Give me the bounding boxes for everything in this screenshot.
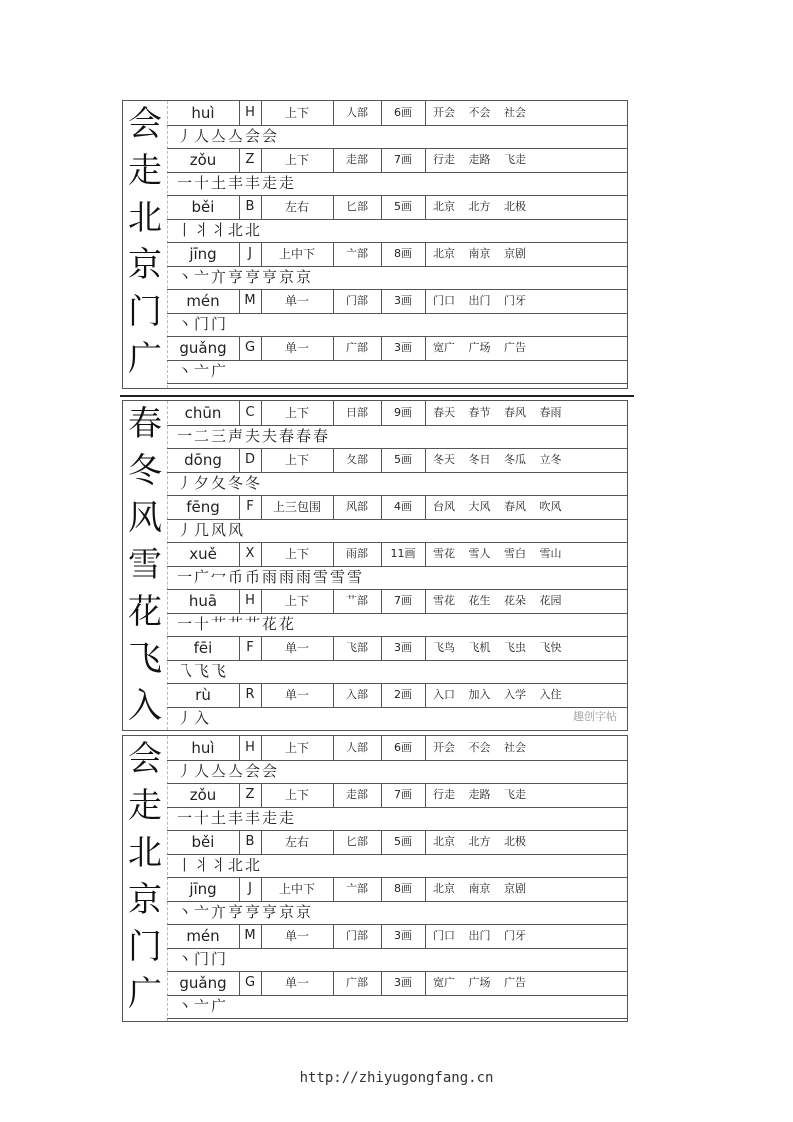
structure-cell: 上中下: [261, 877, 334, 901]
stroke-order-row: [167, 219, 627, 243]
pinyin-cell: huā: [167, 589, 240, 613]
example-words-cell: 行走 走路 飞走: [433, 153, 526, 166]
radical-cell: 艹部: [333, 589, 382, 613]
character-entry: [167, 830, 627, 877]
stroke-count-cell: 6画: [381, 736, 426, 760]
stroke-count-cell: 2画: [381, 683, 426, 707]
radical-cell: 广部: [333, 336, 382, 360]
stroke-order-row: [167, 707, 627, 731]
info-row: [167, 336, 627, 361]
character-entry: [167, 736, 627, 783]
stroke-order-sequence: 丶门门: [177, 315, 229, 333]
stroke-order-sequence: 丿入: [177, 709, 212, 727]
structure-cell: 单一: [261, 683, 334, 707]
character-entry: [167, 495, 627, 542]
stroke-order-sequence: 一十土丰丰走走: [177, 174, 297, 192]
stroke-order-row: [167, 125, 627, 149]
character-entry: [167, 289, 627, 336]
structure-cell: 左右: [261, 830, 334, 854]
character-entry: [167, 542, 627, 589]
structure-cell: 上中下: [261, 242, 334, 266]
stroke-order-sequence: 丿人亼亼会会: [177, 127, 280, 145]
stroke-order-sequence: 丿夕夂冬冬: [177, 474, 263, 492]
stroke-order-row: [167, 519, 627, 543]
pinyin-cell: zǒu: [167, 148, 240, 172]
character-entry: [167, 971, 627, 1018]
character-block-3: [122, 735, 628, 1022]
stroke-order-row: [167, 660, 627, 684]
stroke-order-sequence: 丿人亼亼会会: [177, 762, 280, 780]
stroke-order-row: [167, 360, 627, 384]
structure-cell: 单一: [261, 636, 334, 660]
structure-cell: 单一: [261, 924, 334, 948]
stroke-count-cell: 7画: [381, 148, 426, 172]
stroke-order-sequence: 丿几风风: [177, 521, 246, 539]
example-words-cell: 北京 南京 京剧: [433, 882, 526, 895]
stroke-count-cell: 3画: [381, 289, 426, 313]
info-row: [167, 783, 627, 808]
pinyin-cell: mén: [167, 289, 240, 313]
stroke-order-row: [167, 854, 627, 878]
big-character: 京: [128, 245, 162, 285]
structure-cell: 上下: [261, 542, 334, 566]
info-row: [167, 195, 627, 220]
info-row: [167, 971, 627, 996]
stroke-order-sequence: 丨丬丬北北: [177, 221, 263, 239]
pinyin-cell: mén: [167, 924, 240, 948]
character-block-1: [122, 100, 628, 389]
big-character: 雪: [128, 545, 162, 585]
big-character-column: [123, 736, 168, 1021]
initial-letter-cell: B: [239, 195, 262, 219]
radical-cell: 广部: [333, 971, 382, 995]
stroke-count-cell: 8画: [381, 877, 426, 901]
stroke-count-cell: 8画: [381, 242, 426, 266]
stroke-order-sequence: 一十艹艹艹花花: [177, 615, 297, 633]
stroke-order-row: [167, 901, 627, 925]
pinyin-cell: rù: [167, 683, 240, 707]
initial-letter-cell: F: [239, 636, 262, 660]
big-character: 花: [128, 592, 162, 632]
character-entry: [167, 242, 627, 289]
radical-cell: 日部: [333, 401, 382, 425]
stroke-order-row: [167, 760, 627, 784]
initial-letter-cell: J: [239, 877, 262, 901]
stroke-count-cell: 4画: [381, 495, 426, 519]
stroke-count-cell: 7画: [381, 589, 426, 613]
big-character: 入: [128, 686, 162, 726]
stroke-count-cell: 11画: [381, 542, 426, 566]
big-character: 门: [128, 292, 162, 332]
stroke-count-cell: 3画: [381, 924, 426, 948]
big-character: 门: [128, 927, 162, 967]
structure-cell: 上下: [261, 589, 334, 613]
character-entry: [167, 877, 627, 924]
info-row: [167, 736, 627, 761]
example-words-cell: 北京 北方 北极: [433, 835, 526, 848]
stroke-order-row: [167, 995, 627, 1019]
pinyin-cell: jīng: [167, 877, 240, 901]
stroke-order-row: [167, 613, 627, 637]
character-entry: [167, 448, 627, 495]
pinyin-cell: zǒu: [167, 783, 240, 807]
character-entry: [167, 336, 627, 383]
character-entry: [167, 148, 627, 195]
radical-cell: 亠部: [333, 242, 382, 266]
big-character-column: [123, 101, 168, 388]
stroke-count-cell: 7画: [381, 783, 426, 807]
example-words-cell: 雪花 雪人 雪白 雪山: [433, 547, 562, 560]
info-row: [167, 101, 627, 126]
big-character: 走: [128, 786, 162, 826]
stroke-order-sequence: 丨丬丬北北: [177, 856, 263, 874]
example-words-cell: 开会 不会 社会: [433, 741, 526, 754]
big-character: 北: [128, 833, 162, 873]
example-words-cell: 宽广 广场 广告: [433, 976, 526, 989]
initial-letter-cell: H: [239, 736, 262, 760]
stroke-order-row: [167, 313, 627, 337]
big-character: 风: [128, 498, 162, 538]
info-row: [167, 495, 627, 520]
stroke-order-sequence: 一十土丰丰走走: [177, 809, 297, 827]
stroke-order-row: [167, 472, 627, 496]
structure-cell: 上下: [261, 148, 334, 172]
radical-cell: 亠部: [333, 877, 382, 901]
example-words-cell: 冬天 冬日 冬瓜 立冬: [433, 453, 562, 466]
big-character: 飞: [128, 639, 162, 679]
radical-cell: 走部: [333, 148, 382, 172]
radical-cell: 门部: [333, 289, 382, 313]
initial-letter-cell: H: [239, 101, 262, 125]
stroke-count-cell: 3画: [381, 971, 426, 995]
example-words-cell: 入口 加入 入学 入住: [433, 688, 562, 701]
pinyin-cell: běi: [167, 830, 240, 854]
initial-letter-cell: M: [239, 289, 262, 313]
stroke-order-row: [167, 266, 627, 290]
pinyin-cell: fēng: [167, 495, 240, 519]
pinyin-cell: dōng: [167, 448, 240, 472]
initial-letter-cell: G: [239, 336, 262, 360]
stroke-count-cell: 5画: [381, 830, 426, 854]
stroke-order-row: [167, 425, 627, 449]
example-words-cell: 台风 大风 春风 吹风: [433, 500, 562, 513]
example-words-cell: 开会 不会 社会: [433, 106, 526, 119]
initial-letter-cell: M: [239, 924, 262, 948]
big-character: 北: [128, 198, 162, 238]
big-character: 广: [128, 339, 162, 379]
initial-letter-cell: Z: [239, 783, 262, 807]
stroke-count-cell: 9画: [381, 401, 426, 425]
example-words-cell: 北京 南京 京剧: [433, 247, 526, 260]
structure-cell: 单一: [261, 971, 334, 995]
example-words-cell: 春天 春节 春风 春雨: [433, 406, 562, 419]
radical-cell: 走部: [333, 783, 382, 807]
initial-letter-cell: H: [239, 589, 262, 613]
radical-cell: 人部: [333, 736, 382, 760]
structure-cell: 左右: [261, 195, 334, 219]
info-row: [167, 148, 627, 173]
big-character: 会: [128, 739, 162, 779]
example-words-cell: 宽广 广场 广告: [433, 341, 526, 354]
stroke-count-cell: 3画: [381, 636, 426, 660]
structure-cell: 上下: [261, 783, 334, 807]
structure-cell: 上下: [261, 401, 334, 425]
footer-url[interactable]: http://zhiyugongfang.cn: [299, 1070, 494, 1086]
character-entry: [167, 636, 627, 683]
initial-letter-cell: F: [239, 495, 262, 519]
stroke-order-row: [167, 172, 627, 196]
character-entry: [167, 924, 627, 971]
info-row: [167, 448, 627, 473]
big-character: 会: [128, 104, 162, 144]
character-entry: [167, 401, 627, 448]
big-character-column: [123, 401, 168, 730]
pinyin-cell: huì: [167, 736, 240, 760]
initial-letter-cell: D: [239, 448, 262, 472]
structure-cell: 上三包围: [261, 495, 334, 519]
stroke-order-sequence: 丶门门: [177, 950, 229, 968]
radical-cell: 雨部: [333, 542, 382, 566]
stroke-order-sequence: 丶亠广: [177, 997, 229, 1015]
info-row: [167, 401, 627, 426]
stroke-count-cell: 5画: [381, 448, 426, 472]
radical-cell: 飞部: [333, 636, 382, 660]
info-row: [167, 542, 627, 567]
info-row: [167, 924, 627, 949]
example-words-cell: 北京 北方 北极: [433, 200, 526, 213]
radical-cell: 匕部: [333, 830, 382, 854]
pinyin-cell: guǎng: [167, 971, 240, 995]
stroke-order-row: [167, 566, 627, 590]
initial-letter-cell: R: [239, 683, 262, 707]
big-character: 京: [128, 880, 162, 920]
initial-letter-cell: J: [239, 242, 262, 266]
structure-cell: 上下: [261, 448, 334, 472]
block-separator: [120, 395, 634, 397]
pinyin-cell: xuě: [167, 542, 240, 566]
big-character: 广: [128, 974, 162, 1014]
initial-letter-cell: X: [239, 542, 262, 566]
stroke-count-cell: 5画: [381, 195, 426, 219]
info-row: [167, 289, 627, 314]
stroke-order-row: [167, 807, 627, 831]
stroke-order-sequence: 丶亠广: [177, 362, 229, 380]
character-entry: [167, 683, 627, 730]
big-character: 走: [128, 151, 162, 191]
info-row: [167, 636, 627, 661]
info-row: [167, 877, 627, 902]
example-words-cell: 门口 出门 门牙: [433, 294, 526, 307]
character-entry: [167, 101, 627, 148]
character-entry: [167, 783, 627, 830]
big-character: 春: [128, 404, 162, 444]
stroke-order-sequence: 一广冖币币雨雨雨雪雪雪: [177, 568, 365, 586]
structure-cell: 上下: [261, 101, 334, 125]
stroke-order-sequence: 一二三声夫夫春春春: [177, 427, 331, 445]
pinyin-cell: chūn: [167, 401, 240, 425]
example-words-cell: 飞鸟 飞机 飞虫 飞快: [433, 641, 562, 654]
stroke-order-sequence: 丶亠亣亨亨亨京京: [177, 903, 314, 921]
radical-cell: 风部: [333, 495, 382, 519]
initial-letter-cell: G: [239, 971, 262, 995]
pinyin-cell: jīng: [167, 242, 240, 266]
radical-cell: 门部: [333, 924, 382, 948]
example-words-cell: 行走 走路 飞走: [433, 788, 526, 801]
structure-cell: 上下: [261, 736, 334, 760]
radical-cell: 入部: [333, 683, 382, 707]
initial-letter-cell: C: [239, 401, 262, 425]
structure-cell: 单一: [261, 289, 334, 313]
radical-cell: 夂部: [333, 448, 382, 472]
radical-cell: 人部: [333, 101, 382, 125]
pinyin-cell: běi: [167, 195, 240, 219]
stroke-count-cell: 3画: [381, 336, 426, 360]
character-block-2: [122, 400, 628, 731]
pinyin-cell: huì: [167, 101, 240, 125]
pinyin-cell: guǎng: [167, 336, 240, 360]
example-words-cell: 门口 出门 门牙: [433, 929, 526, 942]
info-row: [167, 589, 627, 614]
stroke-count-cell: 6画: [381, 101, 426, 125]
watermark-text: 趣创字帖: [573, 710, 617, 723]
stroke-order-row: [167, 948, 627, 972]
info-row: [167, 830, 627, 855]
character-entry: [167, 589, 627, 636]
initial-letter-cell: Z: [239, 148, 262, 172]
stroke-order-sequence: 丶亠亣亨亨亨京京: [177, 268, 314, 286]
initial-letter-cell: B: [239, 830, 262, 854]
info-row: [167, 242, 627, 267]
character-entry: [167, 195, 627, 242]
big-character: 冬: [128, 451, 162, 491]
pinyin-cell: fēi: [167, 636, 240, 660]
example-words-cell: 雪花 花生 花朵 花园: [433, 594, 562, 607]
stroke-order-sequence: 乁飞飞: [177, 662, 229, 680]
info-row: [167, 683, 627, 708]
structure-cell: 单一: [261, 336, 334, 360]
radical-cell: 匕部: [333, 195, 382, 219]
